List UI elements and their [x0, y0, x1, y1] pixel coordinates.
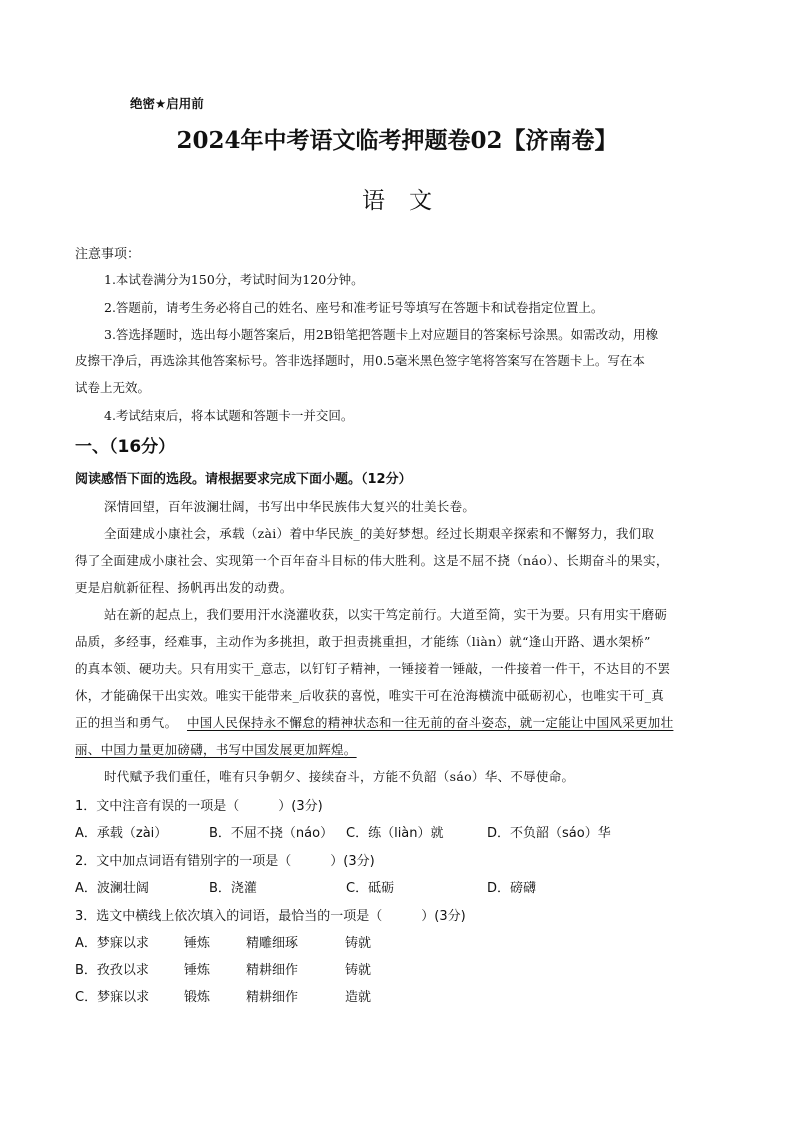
passage-line: 休，才能确保干出实效。唯实干能带来_后收获的喜悦，唯实干可在沧海横流中砥砺初心，也唯实干可_真	[75, 688, 665, 703]
notes-heading: 注意事项：	[75, 247, 141, 262]
q1-option-b: B．不屈不挠（náo）	[209, 826, 334, 841]
exam-title: 2024年中考语文临考押题卷02【济南卷】	[176, 127, 618, 154]
q1-option-a: A．承载（zài）	[75, 826, 168, 841]
passage-line: 全面建成小康社会，承载（zài）着中华民族_的美好梦想。经过长期艰辛探索和不懈努力，我们取	[104, 526, 655, 541]
note-line: 4.考试结束后，将本试题和答题卡一并交回。	[104, 408, 354, 423]
q3-option-c-word: 锻炼	[184, 990, 211, 1005]
q3-option-a-word: 精雕细琢	[246, 936, 299, 951]
question-3: 3．选文中横线上依次填入的词语，最恰当的一项是（ ）(3分)	[75, 909, 466, 924]
note-line: 2.答题前，请考生务必将自己的姓名、座号和准考证号等填写在答题卡和试卷指定位置上。	[104, 300, 604, 315]
note-line: 试卷上无效。	[75, 380, 151, 395]
q3-option-a: A．梦寐以求	[75, 936, 149, 951]
passage-line: 得了全面建成小康社会、实现第一个百年奋斗目标的伟大胜利。这是不屈不挠（náo）、长期奋斗的果实，	[75, 553, 669, 568]
q2-option-d: D．磅礴	[487, 881, 537, 896]
q3-option-a-word: 锤炼	[184, 936, 211, 951]
question-2: 2．文中加点词语有错别字的一项是（ ）(3分)	[75, 854, 375, 869]
passage-line: 的真本领、硬功夫。只有用实干_意志，以钉钉子精神，一锤接着一锤敲，一件接着一件干，不达目的不罢	[75, 661, 671, 676]
q1-option-d: D．不负韶（sáo）华	[487, 826, 611, 841]
underlined-sentence: 中国人民保持永不懈怠的精神状态和一往无前的奋斗姿态，就一定能让中国风采更加壮	[187, 715, 674, 730]
q3-option-c-word: 造就	[345, 990, 372, 1005]
section-heading: 一、（16分）	[75, 437, 176, 457]
q2-option-c: C．砥砺	[346, 881, 395, 896]
passage-line: 品质，多经事，经难事，主动作为多挑担，敢于担责挑重担，才能练（liàn）就“逢山开路、遇水架桥”	[75, 634, 651, 649]
underlined-sentence: 丽、中国力量更加磅礴，书写中国发展更加辉煌。	[75, 742, 357, 757]
q2-option-a: A．波澜壮阔	[75, 881, 149, 896]
q3-option-a-word: 铸就	[345, 936, 372, 951]
q3-option-b-word: 精耕细作	[246, 963, 299, 978]
passage-line: 更是启航新征程、扬帆再出发的动费。	[75, 580, 293, 595]
q3-option-b-word: 锤炼	[184, 963, 211, 978]
passage-line: 站在新的起点上，我们要用汗水浇灌收获，以实干笃定前行。大道至简，实干为要。只有用实干磨砺	[104, 607, 668, 622]
passage-line: 深情回望，百年波澜壮阔，书写出中华民族伟大复兴的壮美长卷。	[104, 499, 476, 514]
passage-line: 时代赋予我们重任，唯有只争朝夕、接续奋斗，方能不负韶（sáo）华、不辱使命。	[104, 769, 575, 784]
q3-option-b-word: 铸就	[345, 963, 372, 978]
q2-option-b: B．浇灌	[209, 881, 257, 896]
note-line: 皮擦干净后，再选涂其他答案标号。答非选择题时，用0.5毫米黑色签字笔将答案写在答题卡上。写在本	[75, 353, 645, 368]
reading-instruction: 阅读感悟下面的选段。请根据要求完成下面小题。（12分）	[75, 472, 412, 487]
passage-line: 正的担当和勇气。	[75, 715, 178, 730]
q3-option-c-word: 精耕细作	[246, 990, 299, 1005]
q1-option-c: C．练（liàn）就	[346, 826, 444, 841]
q3-option-b: B．孜孜以求	[75, 963, 149, 978]
q3-option-c: C．梦寐以求	[75, 990, 150, 1005]
note-line: 1.本试卷满分为150分，考试时间为120分钟。	[104, 272, 364, 287]
subject-title: 语文	[362, 188, 456, 214]
question-1: 1．文中注音有误的一项是（ ）(3分)	[75, 799, 323, 814]
confidential-label: 绝密★启用前	[130, 96, 204, 111]
note-line: 3.答选择题时，选出每小题答案后，用2B铅笔把答题卡上对应题目的答案标号涂黑。如需改动，用橡	[104, 327, 659, 342]
